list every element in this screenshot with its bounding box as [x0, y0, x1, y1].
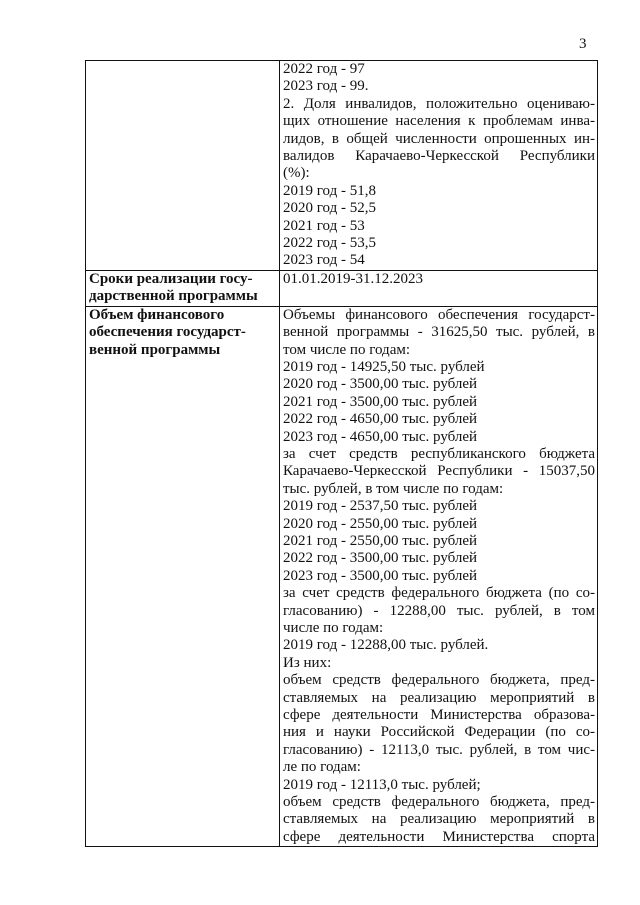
- value-cell: [280, 61, 598, 271]
- label-cell-financing: [86, 306, 280, 847]
- text-line: Карачаево-Черкесской Республики - 15037,50: [283, 463, 595, 480]
- text-line: Из них:: [283, 654, 332, 671]
- text-line: 2022 год - 53,5: [283, 235, 376, 252]
- text-line: 2023 год - 3500,00 тыс. рублей: [283, 567, 478, 584]
- text-line: сфере деятельности Министерства спорта: [283, 828, 595, 845]
- label-cell-terms: [86, 270, 280, 306]
- text-line: лидов, в общей численности опрошенных ин-: [283, 130, 595, 147]
- text-line: 2019 год - 14925,50 тыс. рублей: [283, 358, 485, 375]
- text-line: объем средств федерального бюджета, пред-: [283, 794, 595, 811]
- text-line: 01.01.2019-31.12.2023: [283, 270, 423, 287]
- text-line: числе по годам:: [283, 620, 384, 636]
- text-line: 2019 год - 12288,00 тыс. рублей.: [283, 637, 489, 654]
- label-line: Сроки реализации госу-: [89, 270, 253, 287]
- text-line: 2020 год - 2550,00 тыс. рублей: [283, 515, 478, 532]
- text-line: 2020 год - 3500,00 тыс. рублей: [283, 376, 478, 393]
- text-line: 2023 год - 4650,00 тыс. рублей: [283, 428, 478, 445]
- page-number: 3: [579, 36, 587, 52]
- passport-table: [85, 60, 598, 847]
- text-line: 2022 год - 3500,00 тыс. рублей: [283, 550, 478, 567]
- text-line: 2021 год - 2550,00 тыс. рублей: [283, 532, 478, 549]
- label-cell-empty: [86, 61, 280, 271]
- text-line: ставляемых на реализацию мероприятий в: [283, 689, 595, 706]
- text-line: 2023 год - 99.: [283, 78, 369, 95]
- text-line: 2019 год - 12113,0 тыс. рублей;: [283, 776, 481, 793]
- text-line: 2023 год - 54: [283, 252, 365, 269]
- text-line: объем средств федерального бюджета, пред-: [283, 672, 595, 689]
- text-line: сфере деятельности Министерства образова-: [283, 707, 595, 724]
- value-cell: [280, 306, 598, 847]
- text-line: 2020 год - 52,5: [283, 200, 376, 217]
- text-line: гласованию) - 12288,00 тыс. рублей, в том: [283, 602, 595, 619]
- label-line: венной программы: [89, 341, 221, 358]
- text-line: Объемы финансового обеспечения государст-: [283, 306, 595, 323]
- label-line: обеспечения государст-: [89, 324, 246, 341]
- text-line: валидов Карачаево-Черкесской Республики: [283, 148, 595, 165]
- text-line: тыс. рублей, в том числе по годам:: [283, 480, 504, 497]
- text-line: 2021 год - 3500,00 тыс. рублей: [283, 393, 478, 410]
- text-line: щих отношение населения к проблемам инва-: [283, 113, 595, 130]
- value-cell: [280, 270, 598, 306]
- text-line: 2022 год - 4650,00 тыс. рублей: [283, 411, 478, 428]
- text-line: гласованию) - 12113,0 тыс. рублей, в том чис-: [283, 741, 595, 758]
- text-line: 2019 год - 51,8: [283, 182, 376, 199]
- text-line: за счет средств федерального бюджета (по со-: [283, 585, 595, 602]
- label-line: дарственной программы: [89, 288, 258, 305]
- text-line: 2019 год - 2537,50 тыс. рублей: [283, 498, 478, 515]
- text-line: ния и науки Российской Федерации (по со-: [283, 724, 595, 741]
- text-line: за счет средств республиканского бюджета: [283, 445, 595, 462]
- label-line: Объем финансового: [89, 306, 225, 323]
- table-row-financing: [86, 306, 598, 847]
- text-line: ставляемых на реализацию мероприятий в: [283, 811, 595, 828]
- text-line: венной программы - 31625,50 тыс. рублей, в: [283, 324, 595, 341]
- text-line: ле по годам:: [283, 759, 361, 776]
- table-row-terms: [86, 270, 598, 306]
- text-line: том числе по годам:: [283, 341, 411, 358]
- text-line: 2021 год - 53: [283, 217, 365, 234]
- text-line: 2. Доля инвалидов, положительно оцениваю-: [283, 95, 595, 112]
- text-line: (%):: [283, 165, 310, 182]
- table-row-indicators: [86, 61, 598, 271]
- text-line: 2022 год - 97: [283, 61, 365, 77]
